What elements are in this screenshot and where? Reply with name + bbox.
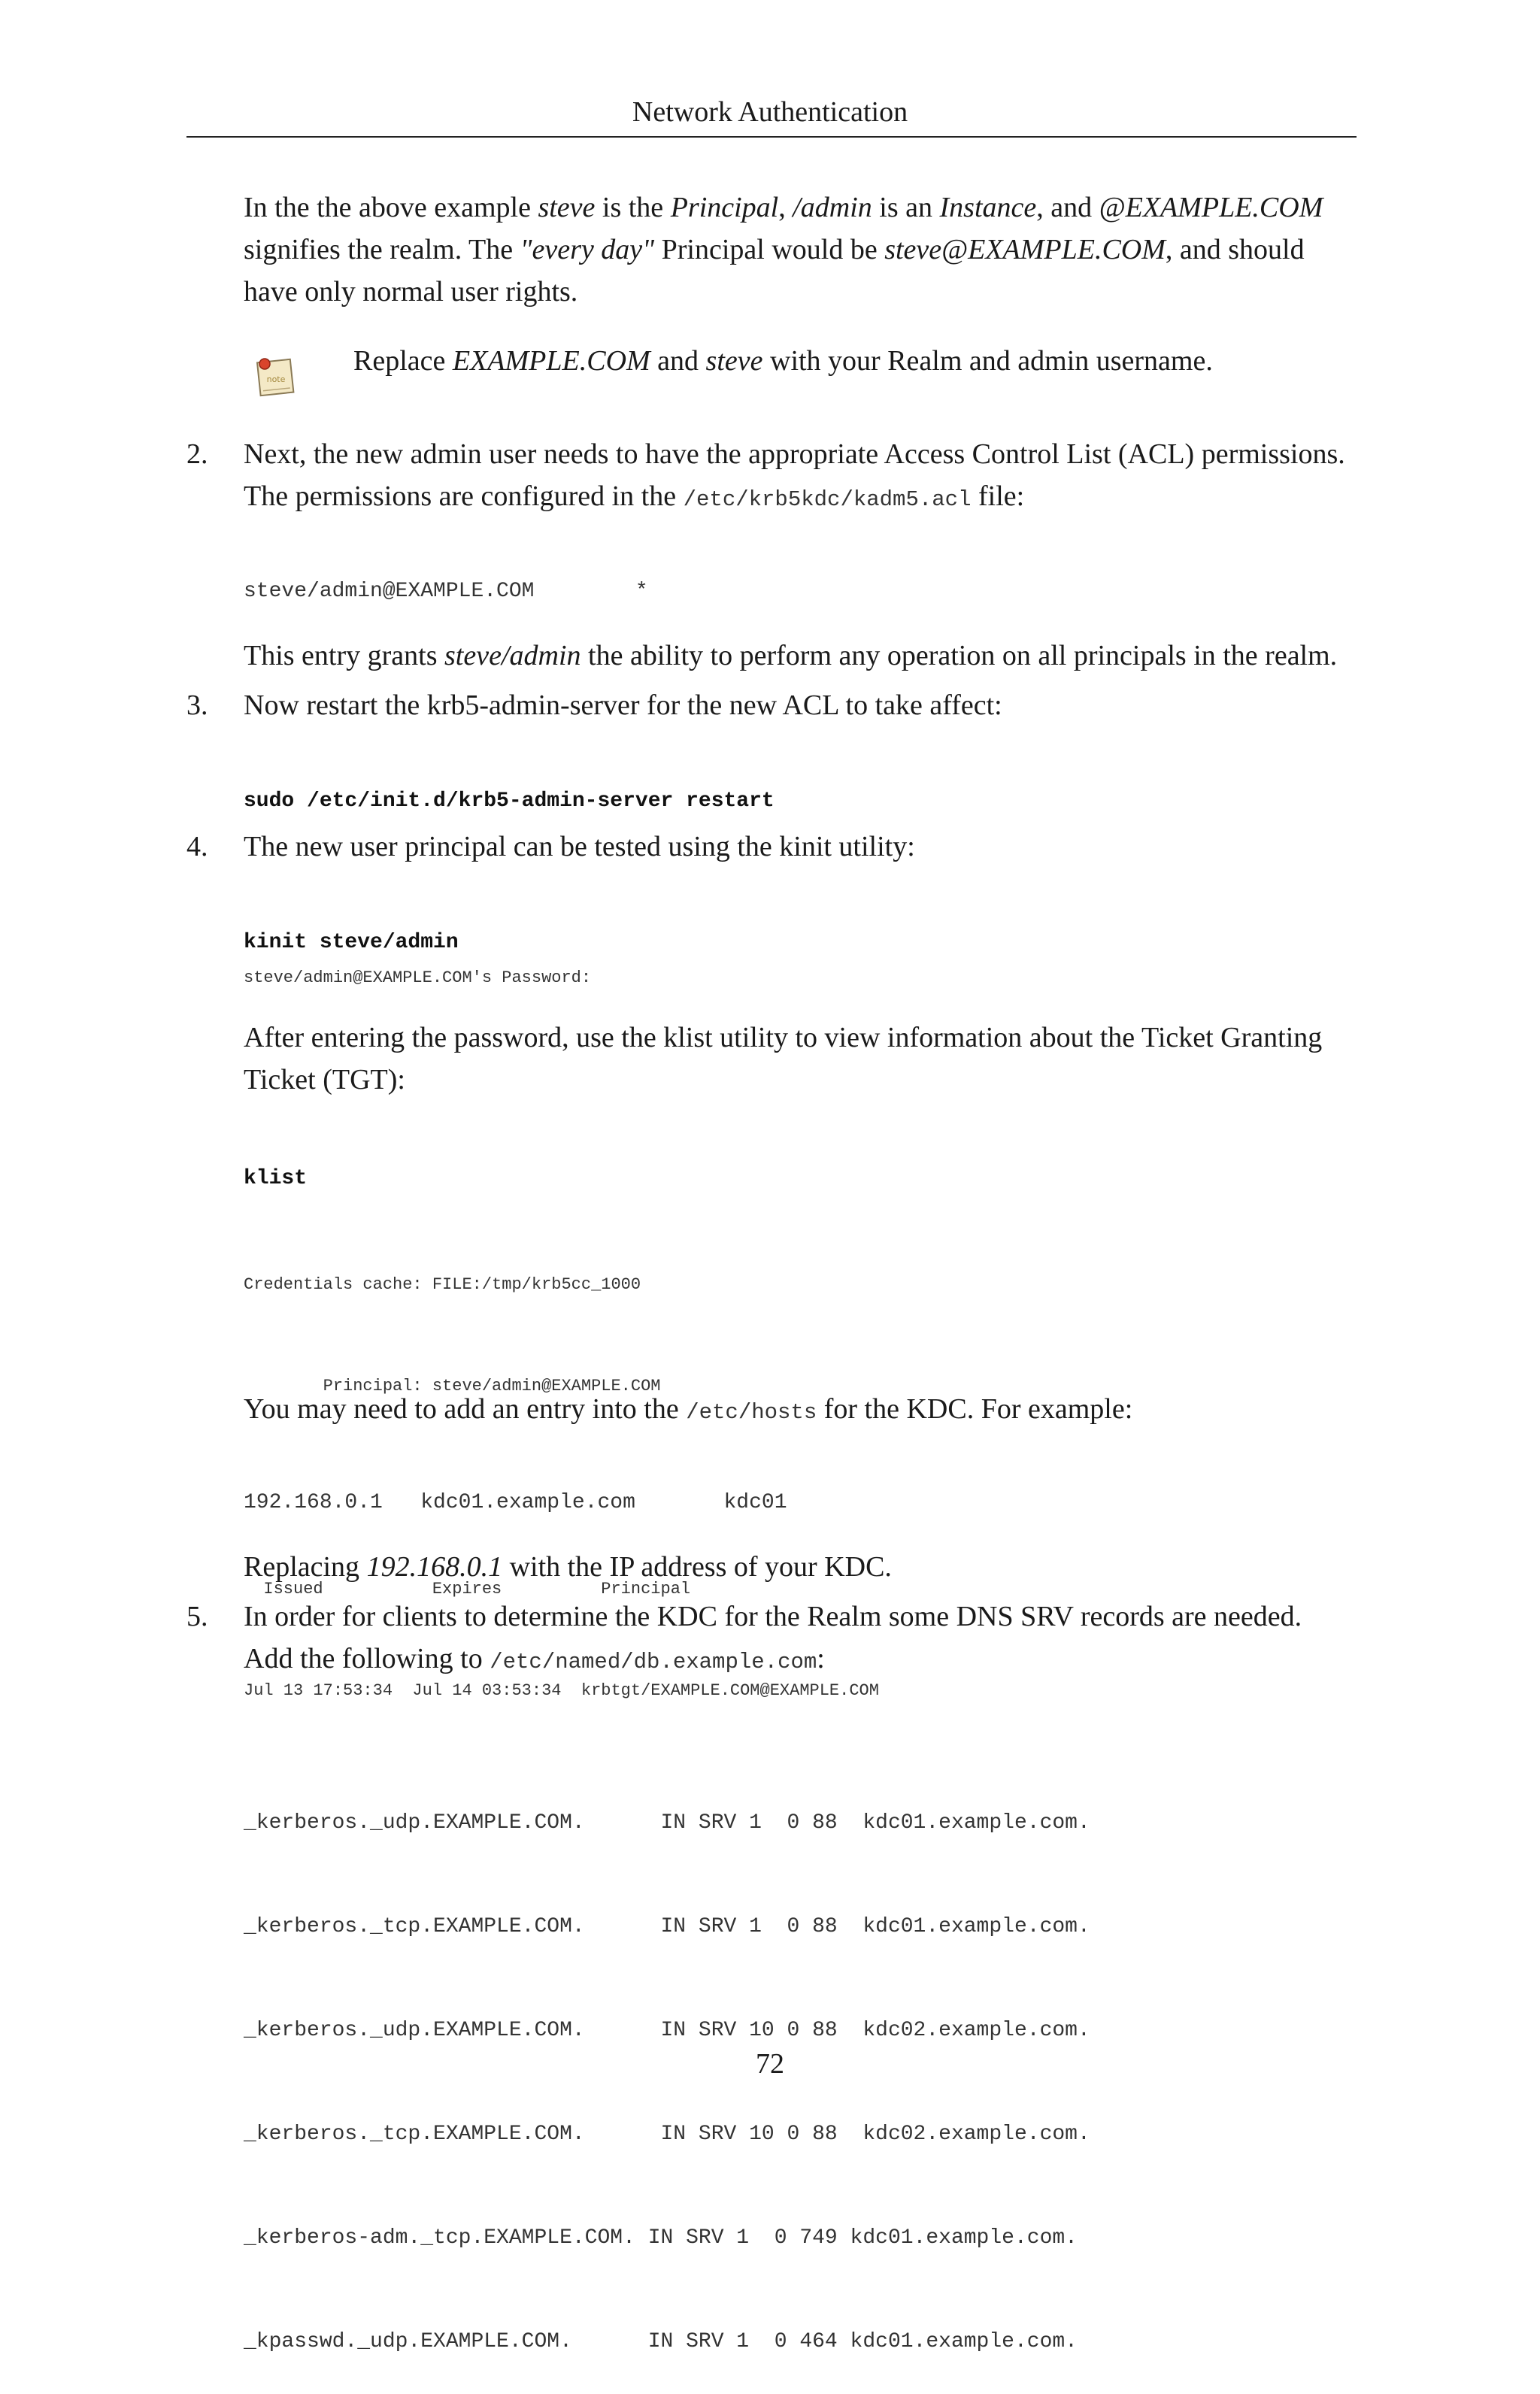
klist-output-line: Principal: steve/admin@EXAMPLE.COM <box>244 1377 661 1395</box>
klist-output-line: Issued Expires Principal <box>244 1580 691 1599</box>
klist-output-line: Jul 13 17:53:34 Jul 14 03:53:34 krbtgt/EXAMPLE.COM@EXAMPLE.COM <box>244 1681 879 1700</box>
step2-line-1: Next, the new admin user needs to have the appropriate Access Control List (ACL) permissions. <box>244 438 1345 470</box>
intro-line-3: have only normal user rights. <box>244 276 578 308</box>
step2-line-2: The permissions are configured in the /etc/krb5kdc/kadm5.acl file: <box>244 480 1025 512</box>
step5-line-2: Add the following to /etc/named/db.example.com: <box>244 1643 825 1674</box>
acl-code: steve/admin@EXAMPLE.COM * <box>244 580 648 603</box>
dns-record: _kerberos._udp.EXAMPLE.COM. IN SRV 1 0 88 kdc01.example.com. <box>244 1811 1090 1835</box>
kinit-output: steve/admin@EXAMPLE.COM's Password: <box>244 968 592 987</box>
hosts-instruction: You may need to add an entry into the /etc/hosts for the KDC. For example: <box>244 1393 1133 1425</box>
intro-line-1: In the the above example steve is the Principal, /admin is an Instance, and @EXAMPLE.COM <box>244 192 1323 223</box>
replacing-note: Replacing 192.168.0.1 with the IP address of your KDC. <box>244 1551 892 1583</box>
running-header: Network Authentication <box>632 96 908 128</box>
step-number: 5. <box>186 1601 208 1632</box>
klist-output-line: Credentials cache: FILE:/tmp/krb5cc_1000 <box>244 1275 641 1294</box>
klist-command: klist <box>244 1167 308 1190</box>
restart-command: sudo /etc/init.d/krb5-admin-server restart <box>244 789 775 813</box>
step-number: 2. <box>186 438 208 470</box>
svg-text:note: note <box>266 374 286 384</box>
file-path: /etc/krb5kdc/kadm5.acl <box>683 487 972 512</box>
dns-record: _kerberos._tcp.EXAMPLE.COM. IN SRV 1 0 88 kdc01.example.com. <box>244 1915 1090 1938</box>
note-text: Replace EXAMPLE.COM and steve with your Realm and admin username. <box>353 345 1213 377</box>
step3-line-1: Now restart the krb5-admin-server for the new ACL to take affect: <box>244 689 1002 721</box>
file-path: /etc/hosts <box>686 1400 817 1425</box>
dns-record: _kerberos._udp.EXAMPLE.COM. IN SRV 10 0 88 kdc02.example.com. <box>244 2019 1090 2042</box>
page-number: 72 <box>756 2048 784 2080</box>
hosts-entry: 192.168.0.1 kdc01.example.com kdc01 <box>244 1491 787 1514</box>
file-path: /etc/named/db.example.com <box>490 1650 817 1674</box>
step-number: 3. <box>186 689 208 721</box>
step2-after: This entry grants steve/admin the ability to perform any operation on all principals in the realm. <box>244 640 1338 671</box>
kinit-command: kinit steve/admin <box>244 931 459 954</box>
step-number: 4. <box>186 831 208 862</box>
step4-para-2: Ticket (TGT): <box>244 1064 405 1095</box>
dns-record: _kerberos-adm._tcp.EXAMPLE.COM. IN SRV 1 0 749 kdc01.example.com. <box>244 2226 1078 2250</box>
dns-record: _kpasswd._udp.EXAMPLE.COM. IN SRV 1 0 464 kdc01.example.com. <box>244 2330 1078 2353</box>
step4-line-1: The new user principal can be tested using the kinit utility: <box>244 831 915 862</box>
intro-line-2: signifies the realm. The "every day" Principal would be steve@EXAMPLE.COM, and should <box>244 234 1305 265</box>
step4-para-1: After entering the password, use the klist utility to view information about the Ticket Granting <box>244 1022 1323 1053</box>
note-icon <box>254 353 296 398</box>
dns-record: _kerberos._tcp.EXAMPLE.COM. IN SRV 10 0 88 kdc02.example.com. <box>244 2123 1090 2146</box>
step5-line-1: In order for clients to determine the KDC for the Realm some DNS SRV records are needed. <box>244 1601 1302 1632</box>
header-rule <box>186 136 1357 138</box>
